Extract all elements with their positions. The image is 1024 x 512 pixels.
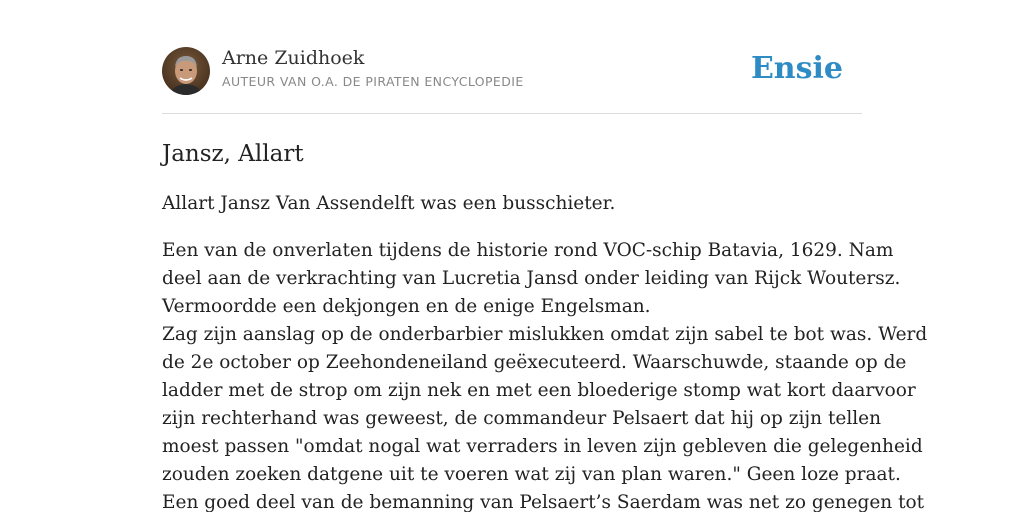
article-body — [162, 237, 928, 512]
author-subtitle: AUTEUR VAN O.A. DE PIRATEN ENCYCLOPEDIE — [222, 74, 524, 89]
author-name[interactable]: Arne Zuidhoek — [222, 47, 365, 69]
body-line: de 2e october op Zeehondeneiland geëxecuteerd. Waarschuwde, staande op de — [162, 352, 907, 373]
content-column — [162, 0, 928, 512]
body-line: moest passen "omdat nogal wat verraders in leven zijn gebleven die gelegenheid — [162, 436, 923, 457]
body-line: deel aan de verkrachting van Lucretia Jansd onder leiding van Rijck Woutersz. — [162, 268, 901, 289]
author-header — [162, 0, 862, 114]
author-photo-icon — [162, 47, 210, 95]
body-line: zijn rechterhand was geweest, de commandeur Pelsaert dat hij op zijn tellen — [162, 408, 882, 429]
author-avatar[interactable] — [162, 47, 210, 95]
ensie-logo-link[interactable]: Ensie — [750, 51, 843, 86]
body-line: Vermoordde een dekjongen en de enige Engelsman. — [162, 296, 651, 317]
body-line: Een goed deel van de bemanning van Pelsaert’s Saerdam was net zo genegen tot — [162, 492, 925, 512]
body-line: Zag zijn aanslag op de onderbarbier mislukken omdat zijn sabel te bot was. Werd — [162, 324, 928, 345]
body-line: zouden zoeken datgene uit te voeren wat zij van plan waren." Geen loze praat. — [162, 464, 901, 485]
body-line: Een van de onverlaten tijdens de historie rond VOC-schip Batavia, 1629. Nam — [162, 240, 894, 261]
body-line: ladder met de strop om zijn nek en met een bloederige stomp wat kort daarvoor — [162, 380, 916, 401]
article-title: Jansz, Allart — [162, 141, 304, 167]
article-intro: Allart Jansz Van Assendelft was een busschieter. — [162, 193, 616, 214]
